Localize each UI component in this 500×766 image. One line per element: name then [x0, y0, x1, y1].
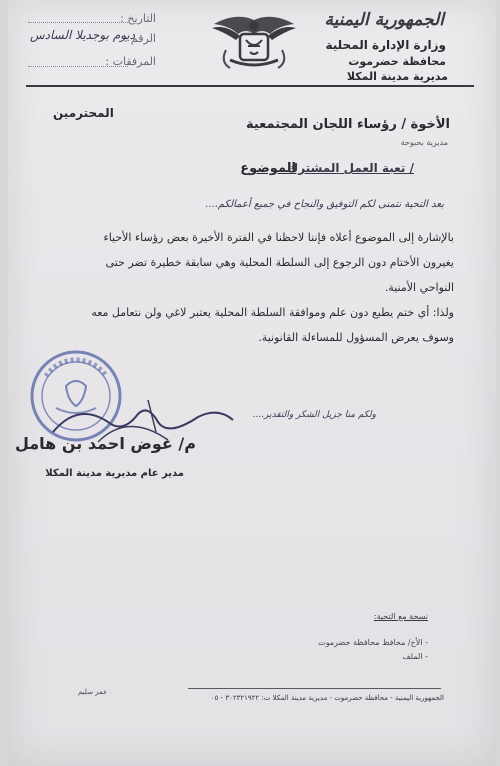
- subject-label: الموضوع: [240, 161, 296, 176]
- footer-divider: [188, 688, 441, 689]
- cc-item-2: - الملف: [402, 652, 428, 661]
- header-governorate: محافظة حضرموت: [348, 55, 446, 68]
- header-ministry: وزارة الإدارة المحلية: [325, 38, 446, 52]
- closing: ولكم منا جزيل الشكر والتقدير....: [252, 410, 376, 420]
- signatory-title: مدير عام مديرية مدينة المكلا: [45, 468, 184, 479]
- signatory-name: م/ عوض احمد بن هامل: [14, 434, 196, 453]
- footer-initials: عمر سليم: [78, 688, 108, 696]
- body-line-4: ولذا: أي ختم يطبع دون علم وموافقة السلطة المحلية يعتبر لاغي ولن نتعامل معه: [91, 306, 454, 319]
- ref-label: الرقم :: [123, 32, 156, 45]
- attachments-label: المرفقات :: [105, 55, 156, 68]
- cc-item-1: - الأخ/ محافظ محافظة حضرموت: [318, 638, 428, 647]
- header-divider: [26, 85, 474, 87]
- subject-text: / تعبة العمل المشترك: [287, 161, 414, 175]
- footer-address: الجمهورية اليمنية - محافظة حضرموت - مديرية مدينة المكلا ت: ٣٠٢٣٢١٩٢٢ - ٠٥: [210, 694, 444, 702]
- body-line-5: وسوف يعرض المسؤول للمساءلة القانونية.: [258, 331, 454, 344]
- honorific: المحترمين: [53, 106, 114, 120]
- body-line-2: يغيرون الأختام دون الرجوع إلى السلطة المحلية وهي سابقة خطيرة تضر حتى: [105, 256, 454, 269]
- addressee-place: مديرية بحبوحة: [400, 138, 448, 147]
- ref-value: ديوم بوجديلا السادس: [30, 28, 136, 42]
- cc-label: نسخة مع التحية:: [373, 612, 428, 621]
- addressee-to: الأخوة / رؤساء اللجان المجتمعية: [245, 117, 450, 132]
- header-republic: الجمهورية اليمنية: [324, 10, 444, 30]
- yemen-emblem: [206, 10, 302, 76]
- header-district: مديرية مدينة المكلا: [346, 70, 448, 83]
- greeting: بعد التحية نتمنى لكم التوفيق والنجاح في جميع أعمالكم....: [205, 199, 444, 210]
- date-label: التاريخ :: [120, 12, 156, 25]
- body-line-1: بالإشارة إلى الموضوع أعلاه فإننا لاحظنا في الفترة الأخيرة بعض رؤساء الأحياء: [103, 231, 454, 244]
- body-line-3: النواحي الأمنية.: [384, 281, 454, 294]
- document-page: [8, 0, 496, 766]
